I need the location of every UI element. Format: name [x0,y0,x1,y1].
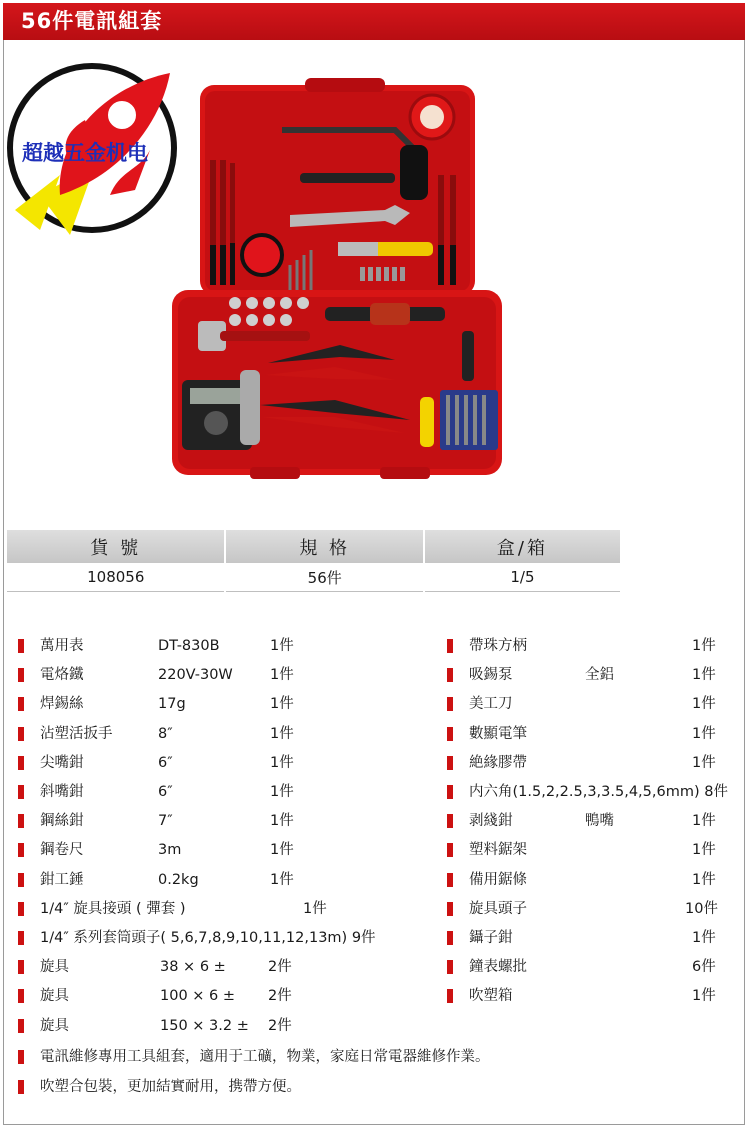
item-qty: 2件 [268,988,292,1005]
table-row [7,563,620,592]
item-qty: 6件 [692,959,716,976]
item-spec: DT-830B [158,638,220,654]
tool-case-base [172,290,502,479]
bullet-marker [447,814,453,828]
item-spec: 38 × 6 ± [160,959,226,976]
item-qty: 1件 [270,842,294,859]
spec-table [7,530,620,592]
item-qty: 1件 [692,842,716,859]
product-photo [0,45,750,515]
list-item [447,869,747,891]
item-name: 數顯電筆 [469,725,527,742]
bullet-marker [18,960,24,974]
logo [10,66,174,235]
item-spec: 3m [158,842,182,859]
item-spec: 220V-30W [158,667,233,684]
item-name: 1/4″ 系列套筒頭子( 5,6,7,8,9,10,11,12,13m) 9件 [40,930,376,946]
page-title: 56件電訊組套 [3,3,745,40]
item-spec: 全鋁 [585,667,614,684]
item-name: 鐘表螺批 [469,959,527,976]
bullet-marker [18,843,24,857]
item-name: 吸錫泵 [469,667,513,684]
item-name: 沾塑活扳手 [40,725,113,742]
item-spec: 7″ [158,813,173,830]
list-item [18,869,318,891]
item-name: 尖嘴鉗 [40,754,84,771]
item-spec: 150 × 3.2 ± [160,1017,249,1034]
header-box-carton: 盒/箱 [424,530,620,563]
note-text: 電訊維修專用工具組套，適用于工礦，物業，家庭日常電器維修作業。 [40,1049,490,1065]
item-qty: 1件 [270,696,294,713]
item-name: 斜嘴鉗 [40,784,84,800]
item-qty: 1件 [692,754,716,771]
bullet-marker [18,1080,24,1094]
item-qty: 1件 [270,638,294,654]
bullet-marker [447,727,453,741]
list-item [447,927,747,949]
item-qty: 1件 [692,813,716,830]
list-item [447,839,747,861]
item-qty: 1件 [692,667,716,684]
item-spec: 0.2kg [158,871,199,888]
item-name: 旋具 [40,1017,69,1034]
list-item [18,723,318,745]
item-name: 鉗工錘 [40,871,84,888]
bullet-marker [18,785,24,799]
list-item [447,985,747,1007]
spec-value: 56件 [225,563,423,592]
list-item [18,752,318,774]
list-item [18,664,318,686]
item-name: 電烙鐵 [40,667,84,684]
bullet-marker [18,727,24,741]
list-item [447,752,747,774]
item-name: 1/4″ 旋具接頭 ( 彈套 ) [40,900,186,917]
item-spec: 100 × 6 ± [160,988,236,1005]
bullet-marker [18,756,24,770]
bullet-marker [18,639,24,653]
bullet-marker [18,668,24,682]
header-spec: 規 格 [225,530,423,563]
item-qty: 1件 [303,900,327,917]
list-item [18,781,318,803]
item-name: 備用鋸條 [469,871,527,888]
item-spec: 6″ [158,784,173,800]
list-item [447,664,747,686]
item-name: 絶緣膠帶 [469,754,527,771]
bullet-marker [447,960,453,974]
item-name: 旋具 [40,959,69,976]
item-qty: 1件 [692,871,716,888]
list-item [447,781,747,803]
bullet-marker [18,1019,24,1033]
list-item [18,927,376,949]
item-qty: 1件 [270,754,294,771]
item-qty: 1件 [270,725,294,742]
bullet-marker [447,668,453,682]
bullet-marker [18,873,24,887]
bullet-marker [18,931,24,945]
item-qty: 1件 [692,725,716,742]
item-qty: 1件 [270,813,294,830]
item-qty: 1件 [692,696,716,713]
item-name: 剥綫鉗 [469,813,513,830]
item-spec: 8″ [158,725,173,742]
item-name: 内六角(1.5,2,2.5,3,3.5,4,5,6mm) 8件 [469,784,728,800]
bullet-marker [447,931,453,945]
list-item [18,985,318,1007]
item-name: 鋼絲鉗 [40,813,84,830]
item-qty: 2件 [268,959,292,976]
bullet-marker [447,873,453,887]
bullet-marker [447,639,453,653]
item-name: 旋具 [40,988,69,1005]
note-text: 吹塑合包裝，更加結實耐用，携帶方便。 [40,1079,301,1095]
logo-text: 超越五金机电 [22,140,148,165]
bullet-marker [18,902,24,916]
list-item [18,693,318,715]
item-qty: 1件 [692,638,716,654]
item-spec: 17g [158,696,186,713]
list-item [18,839,318,861]
list-item [447,898,747,920]
note-line [18,1046,718,1068]
tool-case-lid [200,78,475,295]
item-name: 吹塑箱 [469,988,513,1005]
header-item-number: 貨 號 [7,530,225,563]
item-name: 萬用表 [40,638,84,654]
list-item [447,810,747,832]
bullet-marker [18,1050,24,1064]
item-name: 鑷子鉗 [469,930,513,946]
bullet-marker [447,697,453,711]
item-spec: 鴨嘴 [585,813,614,830]
bullet-marker [18,814,24,828]
box-carton-value: 1/5 [424,563,620,592]
list-item [18,1015,318,1037]
item-spec: 6″ [158,754,173,771]
item-qty: 1件 [270,784,294,800]
bullet-marker [447,785,453,799]
item-qty: 2件 [268,1017,292,1034]
list-item [18,898,327,920]
item-qty: 1件 [270,871,294,888]
bullet-marker [18,697,24,711]
bullet-marker [447,756,453,770]
list-item [447,723,747,745]
list-item [18,635,318,657]
bullet-marker [447,843,453,857]
list-item [18,810,318,832]
item-number: 108056 [7,563,225,592]
item-name: 旋具頭子 [469,900,527,917]
item-qty: 1件 [692,930,716,946]
item-name: 美工刀 [469,696,513,713]
bullet-marker [18,989,24,1003]
bullet-marker [447,902,453,916]
item-name: 鋼卷尺 [40,842,84,859]
item-qty: 10件 [685,900,718,917]
list-item [447,693,747,715]
list-item [447,956,747,978]
item-qty: 1件 [692,988,716,1005]
list-item [18,956,318,978]
item-name: 帶珠方柄 [469,638,527,654]
note-line [18,1076,718,1098]
item-qty: 1件 [270,667,294,684]
item-name: 塑料鋸架 [469,842,527,859]
item-name: 焊錫絲 [40,696,84,713]
bullet-marker [447,989,453,1003]
list-item [447,635,747,657]
